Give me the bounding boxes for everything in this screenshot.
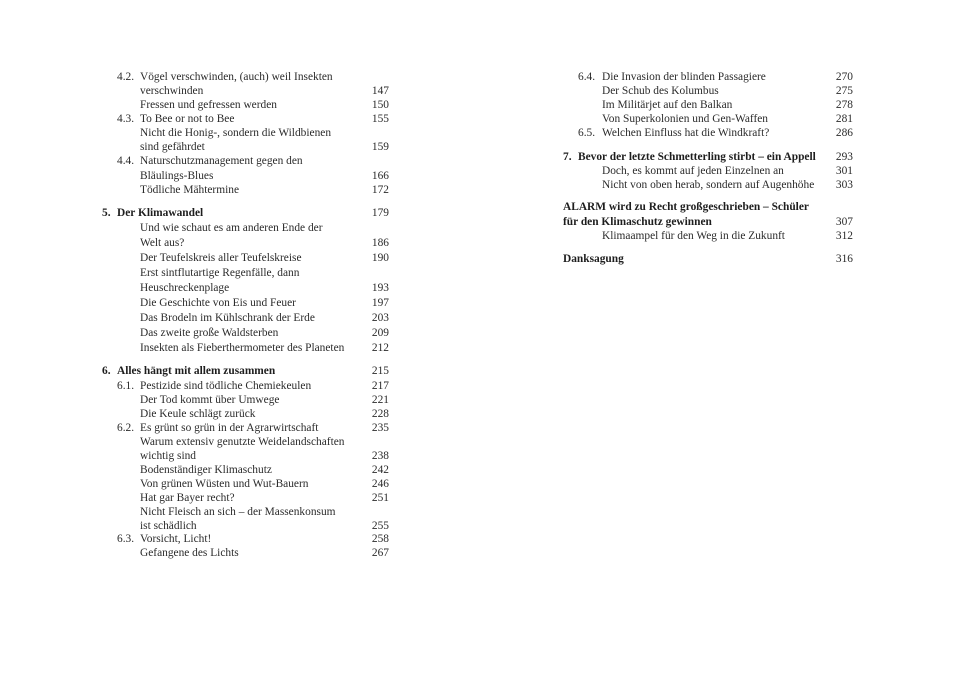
toc-entry-page-number: 270 bbox=[835, 71, 853, 83]
toc-entry-title: Von grünen Wüsten und Wut-Bauern bbox=[140, 478, 309, 490]
toc-entry bbox=[0, 126, 955, 140]
toc-entry-title: Warum extensiv genutzte Weidelandschaften bbox=[140, 436, 345, 448]
toc-entry-title: Nicht von oben herab, sondern auf Augenhöhe bbox=[602, 179, 815, 191]
toc-entry-title: Klimaampel für den Weg in die Zukunft bbox=[602, 230, 785, 242]
toc-entry-page-number: 303 bbox=[835, 179, 853, 191]
toc-entry-page-number: 312 bbox=[835, 230, 853, 242]
toc-entry-page-number: 286 bbox=[835, 127, 853, 139]
toc-entry-number: 6.3. bbox=[117, 533, 135, 545]
toc-entry-title: sind gefährdet bbox=[140, 141, 205, 153]
toc-entry-title: ist schädlich bbox=[140, 520, 197, 532]
toc-entry-title: Heuschreckenplage bbox=[140, 282, 230, 294]
toc-entry-title: ALARM wird zu Recht großgeschrieben – Schüler bbox=[563, 201, 809, 213]
toc-entry-title: Das zweite große Waldsterben bbox=[140, 327, 279, 339]
toc-entry-page-number: 190 bbox=[371, 252, 389, 264]
toc-entry bbox=[0, 164, 955, 178]
toc-entry-number: 6.2. bbox=[117, 422, 135, 434]
toc-entry-title: wichtig sind bbox=[140, 450, 197, 462]
toc-entry-page-number: 215 bbox=[371, 365, 389, 377]
toc-entry-title: Der Schub des Kolumbus bbox=[602, 85, 719, 97]
toc-entry-title: Die Geschichte von Eis und Feuer bbox=[140, 297, 296, 309]
toc-entry-page-number: 235 bbox=[371, 422, 389, 434]
toc-entry-number: 6.4. bbox=[578, 71, 596, 83]
toc-entry-page-number: 307 bbox=[835, 216, 853, 228]
toc-entry-page-number: 193 bbox=[371, 282, 389, 294]
toc-entry-title: Naturschutzmanagement gegen den bbox=[140, 155, 303, 167]
toc-entry-page-number: 258 bbox=[371, 533, 389, 545]
toc-entry-page-number: 255 bbox=[371, 520, 389, 532]
toc-entry-title: Tödliche Mähtermine bbox=[140, 184, 240, 196]
toc-entry bbox=[0, 229, 955, 243]
toc-entry-page-number: 316 bbox=[835, 253, 853, 265]
toc-entry-title: Doch, es kommt auf jeden Einzelnen an bbox=[602, 165, 784, 177]
toc-entry-page-number: 221 bbox=[371, 394, 389, 406]
toc-entry-title: Alles hängt mit allem zusammen bbox=[117, 365, 276, 377]
toc-entry-title: Welt aus? bbox=[140, 237, 185, 249]
toc-entry-page-number: 246 bbox=[371, 478, 389, 490]
toc-entry-number: 5. bbox=[102, 207, 111, 219]
toc-entry-page-number: 228 bbox=[371, 408, 389, 420]
toc-entry-title: für den Klimaschutz gewinnen bbox=[563, 216, 712, 228]
toc-entry-page-number: 209 bbox=[371, 327, 389, 339]
toc-entry-page-number: 281 bbox=[835, 113, 853, 125]
toc-entry bbox=[0, 252, 955, 266]
toc-entry-title: To Bee or not to Bee bbox=[140, 113, 235, 125]
toc-entry-number: 4.4. bbox=[117, 155, 135, 167]
toc-entry-title: Danksagung bbox=[563, 253, 624, 265]
toc-entry-page-number: 275 bbox=[835, 85, 853, 97]
toc-entry-title: Bläulings-Blues bbox=[140, 170, 214, 182]
toc-entry-number: 6.5. bbox=[578, 127, 596, 139]
toc-entry-title: Welchen Einfluss hat die Windkraft? bbox=[602, 127, 770, 139]
toc-entry-title: Im Militärjet auf den Balkan bbox=[602, 99, 733, 111]
toc-entry bbox=[0, 200, 955, 214]
toc-entry-page-number: 212 bbox=[371, 342, 389, 354]
toc-entry-page-number: 203 bbox=[371, 312, 389, 324]
toc-entry bbox=[0, 98, 955, 112]
toc-entry-number: 6.1. bbox=[117, 380, 135, 392]
toc-entry-number: 4.2. bbox=[117, 71, 135, 83]
toc-entry-page-number: 217 bbox=[371, 380, 389, 392]
toc-entry-page-number: 166 bbox=[371, 170, 389, 182]
toc-entry-page-number: 179 bbox=[371, 207, 389, 219]
toc-entry-page-number: 155 bbox=[371, 113, 389, 125]
toc-entry-title: Es grünt so grün in der Agrarwirtschaft bbox=[140, 422, 319, 434]
toc-entry-title: Bevor der letzte Schmetterling stirbt – ein Appell bbox=[578, 151, 816, 163]
toc-entry bbox=[0, 178, 955, 192]
toc-entry-title: Pestizide sind tödliche Chemiekeulen bbox=[140, 380, 312, 392]
toc-entry bbox=[0, 150, 955, 164]
toc-entry-title: Bodenständiger Klimaschutz bbox=[140, 464, 272, 476]
toc-entry-title: Hat gar Bayer recht? bbox=[140, 492, 235, 504]
toc-entry-title: Erst sintflutartige Regenfälle, dann bbox=[140, 267, 300, 279]
toc-entry-title: verschwinden bbox=[140, 85, 204, 97]
toc-entry-title: Und wie schaut es am anderen Ende der bbox=[140, 222, 323, 234]
toc-entry-title: Der Klimawandel bbox=[117, 207, 204, 219]
toc-entry-page-number: 301 bbox=[835, 165, 853, 177]
toc-entry-page-number: 251 bbox=[371, 492, 389, 504]
toc-entry-page-number: 238 bbox=[371, 450, 389, 462]
toc-entry-page-number: 186 bbox=[371, 237, 389, 249]
toc-entry-number: 4.3. bbox=[117, 113, 135, 125]
toc-entry-page-number: 147 bbox=[371, 85, 389, 97]
toc-entry-page-number: 150 bbox=[371, 99, 389, 111]
toc-entry-title: Der Teufelskreis aller Teufelskreise bbox=[140, 252, 302, 264]
toc-entry-title: Die Invasion der blinden Passagiere bbox=[602, 71, 766, 83]
toc-entry-title: Die Keule schlägt zurück bbox=[140, 408, 256, 420]
toc-entry-title: Nicht Fleisch an sich – der Massenkonsum bbox=[140, 506, 336, 518]
toc-entry-number: 7. bbox=[563, 151, 572, 163]
toc-entry bbox=[0, 215, 955, 229]
toc-entry-title: Vorsicht, Licht! bbox=[140, 533, 212, 545]
toc-entry-title: Insekten als Fieberthermometer des Planeten bbox=[140, 342, 345, 354]
toc-entry-title: Vögel verschwinden, (auch) weil Insekten bbox=[140, 71, 333, 83]
toc-entry-page-number: 293 bbox=[835, 151, 853, 163]
toc-entry bbox=[0, 70, 955, 84]
toc-entry-title: Fressen und gefressen werden bbox=[140, 99, 277, 111]
toc-entry-page-number: 172 bbox=[371, 184, 389, 196]
toc-entry-page-number: 267 bbox=[371, 547, 389, 559]
toc-entry-page-number: 278 bbox=[835, 99, 853, 111]
toc-entry-page-number: 197 bbox=[371, 297, 389, 309]
toc-entry-title: Das Brodeln im Kühlschrank der Erde bbox=[140, 312, 315, 324]
toc-entry bbox=[0, 112, 955, 126]
toc-entry-title: Von Superkolonien und Gen-Waffen bbox=[602, 113, 769, 125]
toc-entry bbox=[0, 84, 955, 98]
toc-entry-title: Gefangene des Lichts bbox=[140, 547, 239, 559]
toc-entry-number: 6. bbox=[102, 365, 111, 377]
toc-entry-page-number: 242 bbox=[371, 464, 389, 476]
toc-entry-page-number: 159 bbox=[371, 141, 389, 153]
toc-entry-title: Der Tod kommt über Umwege bbox=[140, 394, 280, 406]
toc-entry-title: Nicht die Honig-, sondern die Wildbienen bbox=[140, 127, 332, 139]
